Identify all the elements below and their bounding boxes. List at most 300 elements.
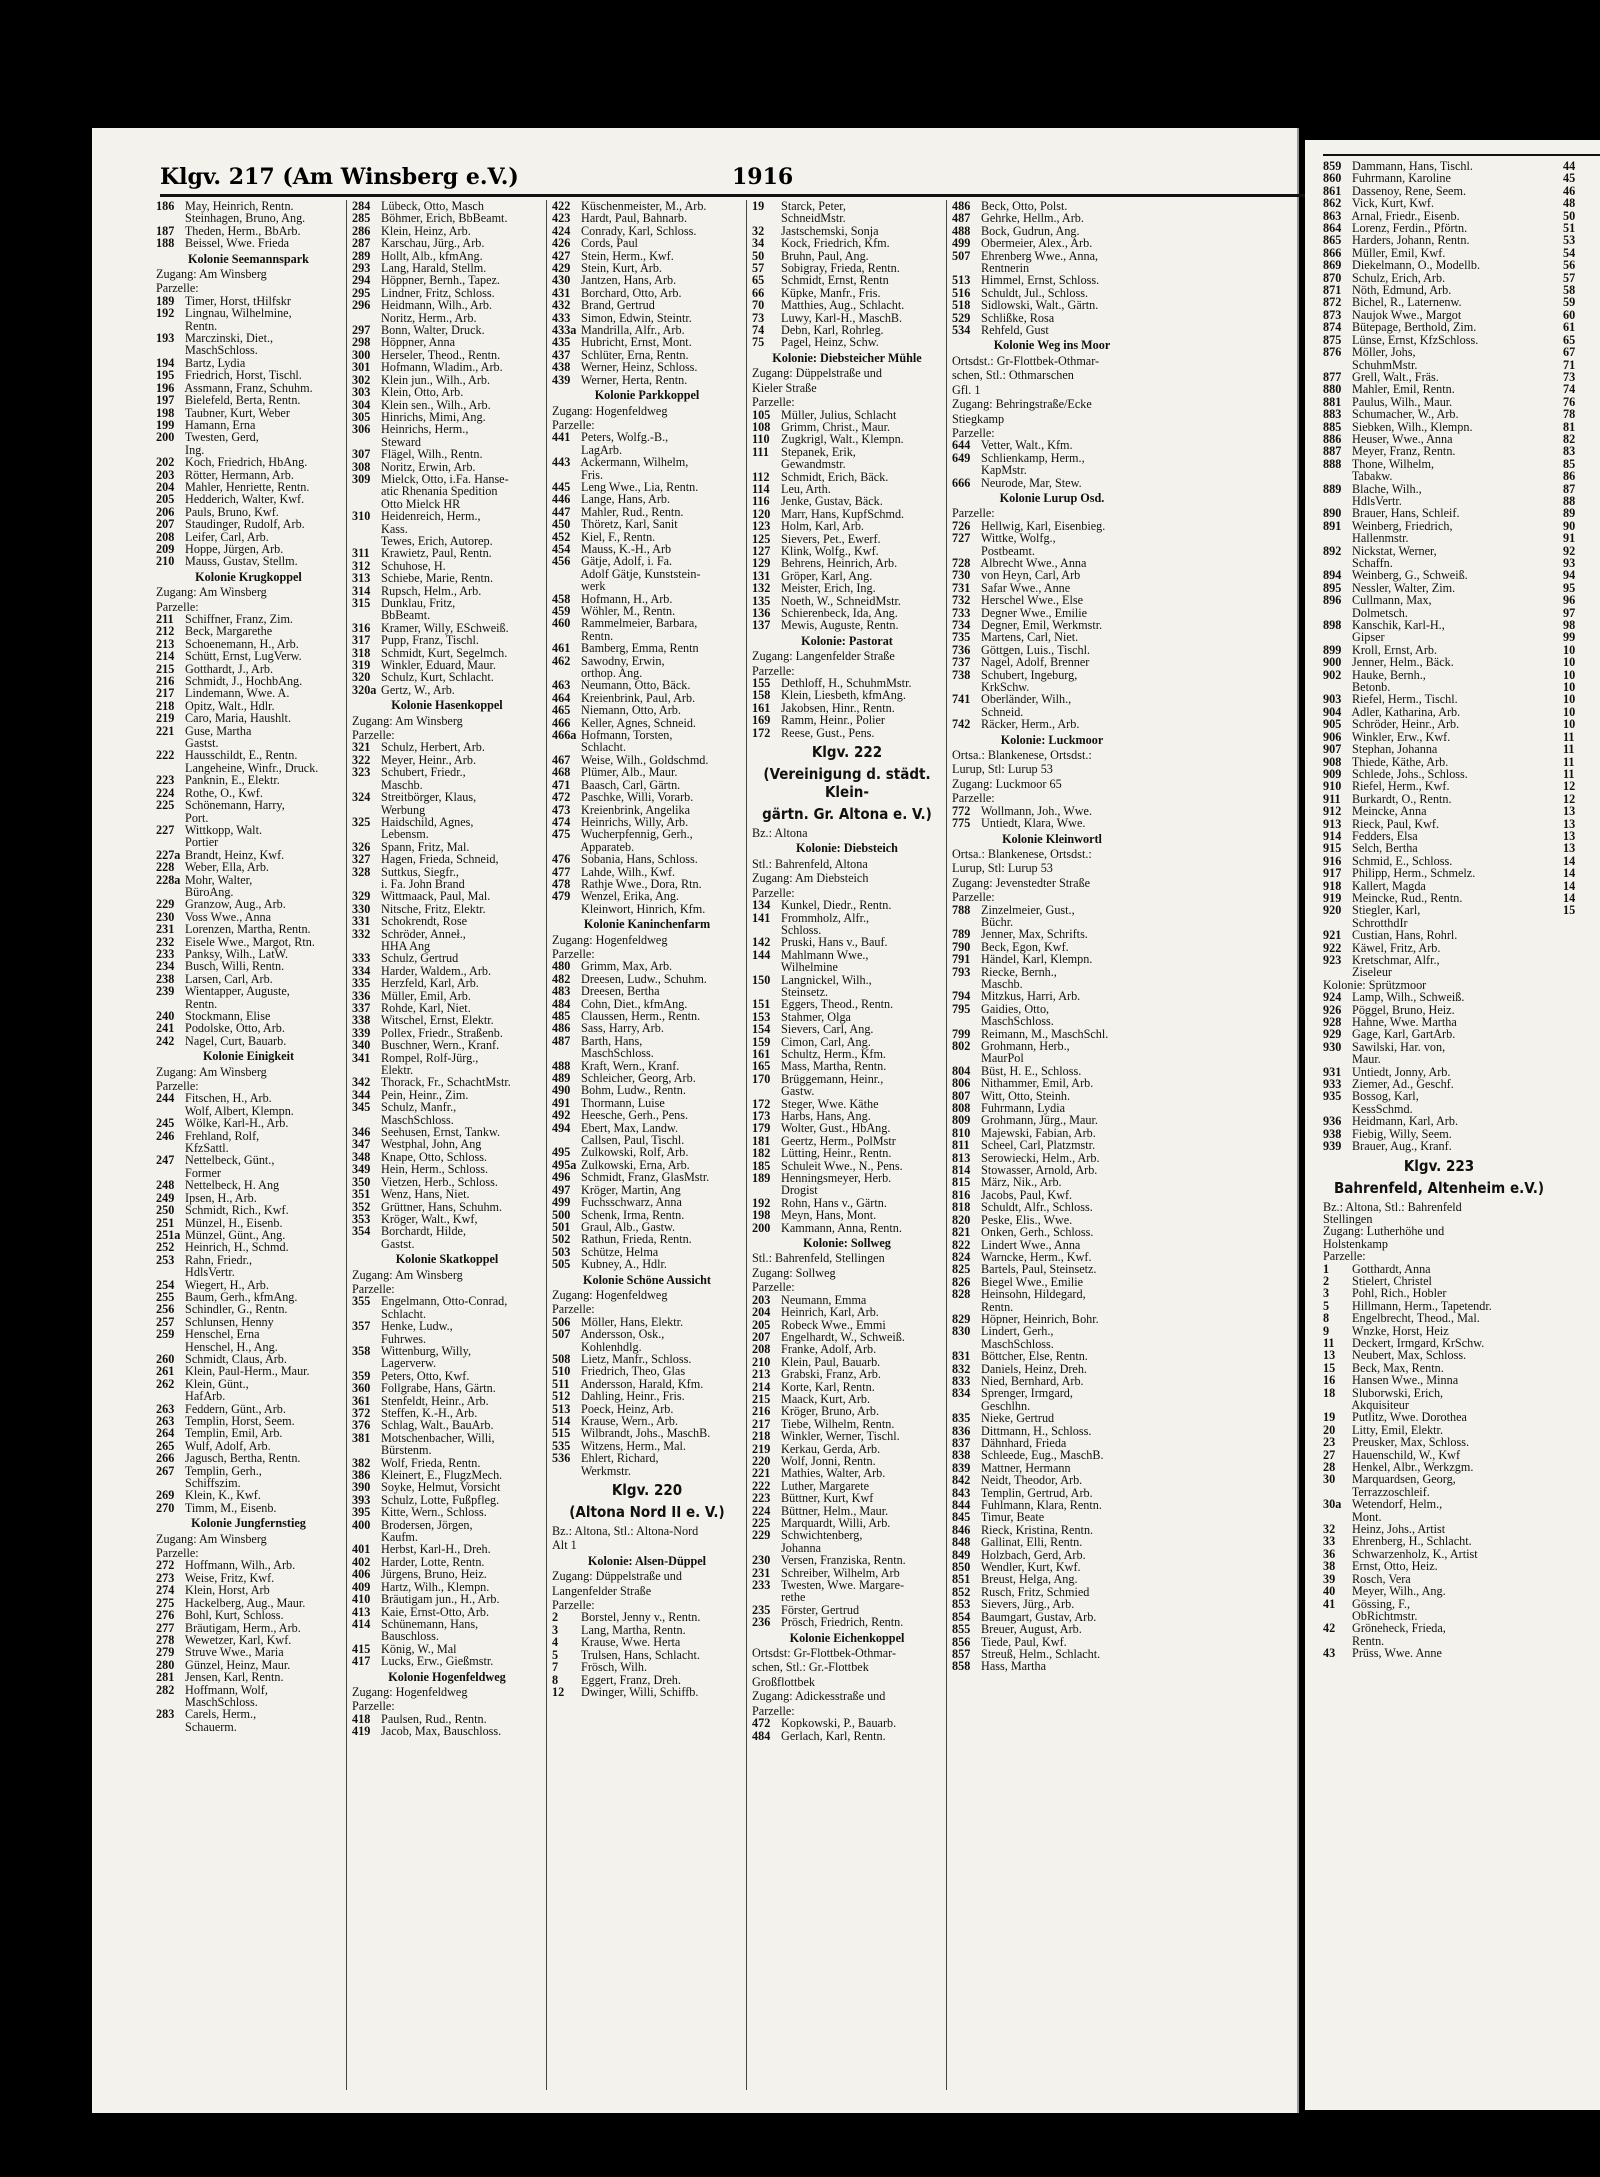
column-3 [552,200,742,2090]
tenant-name: Marquardsen, Georg, [1349,1472,1456,1487]
tenant-name: Klein, Paul-Herm., Maur. [182,1364,310,1379]
tenant-name: Schwichtenberg, [778,1528,863,1543]
tenant-name: Meyer, Heinr., Arb. [378,752,477,767]
tenant-name: Onken, Gerh., Schloss. [978,1225,1094,1240]
tenant-name: Kaufm. [378,1530,418,1545]
parcel-number: 7 [552,1660,559,1675]
parcel-number: 2 [552,1610,559,1625]
list-item [1563,569,1600,581]
parcel-number: 926 [1323,1002,1342,1017]
parcel-number: 460 [552,616,571,631]
tenant-name: Baumgart, Gustav, Arb. [978,1609,1097,1624]
tenant-name: Langeheine, Winfr., Druck. [182,760,319,775]
tenant-name: Litty, Emil, Elektr. [1349,1422,1443,1437]
info-line: Stiegkamp [952,411,1005,426]
parcel-number: 852 [952,1584,971,1599]
parcel-number: 81 [1563,419,1576,434]
parcel-number: 508 [552,1351,571,1366]
tenant-name: Schlienkamp, Herm., [978,450,1085,465]
parcel-number: 430 [552,273,571,288]
list-item [552,1258,742,1270]
parcel-number: 386 [352,1468,371,1483]
tenant-name: Timer, Horst, tHilfskr [182,293,291,308]
parcel-number: 644 [952,438,971,453]
parcel-number: 123 [752,519,771,534]
tenant-name: Rosch, Vera [1349,1571,1411,1586]
parcel-number: 253 [156,1252,175,1267]
tenant-name: Stein, Kurt, Arb. [578,261,662,276]
tenant-name: Jastschemski, Sonja [778,223,879,238]
tenant-name: MaschSchloss. [182,1694,258,1709]
parcel-number: 327 [352,852,371,867]
parcel-number: 207 [752,1329,771,1344]
tenant-name: Herschel Wwe., Else [978,593,1084,608]
list-item [552,903,742,915]
tenant-name: Peters, Wolfg.-B., [578,430,669,445]
tenant-name: Käwel, Fritz, Arb. [1349,940,1441,955]
parcel-number: 820 [952,1212,971,1227]
page-header [160,158,1325,197]
tenant-name: Rehfeld, Gust [978,323,1049,338]
tenant-name: Scheel, Carl, Platzmstr. [978,1138,1096,1153]
tenant-name: Mewis, Auguste, Rentn. [778,618,899,633]
info-line: Zugang: Am Winsberg [156,1064,267,1079]
parcel-number: 874 [1323,320,1342,335]
right-page [1305,140,1600,2110]
tenant-name: Stowasser, Arnold, Arb. [978,1163,1098,1178]
tenant-name: Schütt, Ernst, LugVerw. [182,649,302,664]
parcel-number: 808 [952,1101,971,1116]
parcel-number: 73 [1563,369,1576,384]
parcel-number: 485 [552,1009,571,1023]
tenant-name: Wenz, Hans, Niet. [378,1187,470,1202]
parcel-number: 129 [752,556,771,571]
parcel-number: 245 [156,1116,175,1131]
parcel-number: 125 [752,531,771,546]
parcel-number: 507 [552,1327,571,1342]
parcel-number: 86 [1563,469,1576,484]
tenant-name: Rötter, Hermann, Arb. [182,467,294,482]
parcel-number: 484 [752,1728,771,1743]
parcel-number: 480 [552,959,571,974]
parcel-number: 267 [156,1463,175,1478]
colony-heading: Kolonie: Diebsteich [796,841,898,856]
parcel-number: 775 [952,816,971,831]
parcel-number: 1 [1323,1261,1330,1276]
tenant-name: Dethloff, H., SchuhmMstr. [778,676,912,691]
info-line: Zugang: Düppelstraße und [752,366,882,381]
parcel-number: 269 [156,1488,175,1503]
parcel-number: 216 [752,1404,771,1419]
parcel-number: 73 [752,310,765,325]
tenant-name: Daniels, Heinz, Dreh. [978,1361,1087,1376]
parcel-number: 94 [1563,568,1576,583]
info-line: Lurup, Stl: Lurup 53 [952,762,1053,777]
parcel-number: 315 [352,596,371,610]
tenant-name: Kopkowski, P., Bauarb. [778,1716,897,1731]
tenant-name: Wittkopp, Walt. [182,822,263,837]
tenant-name: Westphal, John, Ang [378,1137,482,1152]
tenant-name: Streuß, Helm., Schlacht. [978,1646,1101,1661]
parcel-number: 70 [752,298,765,313]
info-line: Zugang: Hogenfeldweg [552,932,668,947]
tenant-name: Steger, Wwe. Käthe [778,1096,879,1111]
tenant-name: Heinrichs, Willy, Arb. [578,814,689,829]
tenant-name: Müller, Julius, Schlacht [778,407,897,422]
parcel-number: 486 [952,200,971,213]
parcel-number: 802 [952,1039,971,1053]
tenant-name: Frehland, Rolf, [182,1128,260,1143]
tenant-name: Schlunsen, Henny [182,1314,274,1329]
tenant-name: Untiedt, Jonny, Arb. [1349,1064,1451,1079]
tenant-name: SchuhmMstr. [1349,357,1418,372]
parcel-number: 328 [352,864,371,879]
tenant-name: Feddern, Günt., Arb. [182,1401,286,1416]
parcel-number: 913 [1323,816,1342,831]
list-item [1563,383,1600,395]
parcel-number: 45 [1563,171,1576,186]
tenant-name: Lang, Harald, Stellm. [378,261,487,276]
parcel-number: 863 [1323,208,1342,223]
tenant-name: Engelmann, Otto-Conrad, [378,1294,508,1309]
parcel-number: 462 [552,653,571,668]
tenant-name: Templin, Emil, Arb. [182,1426,283,1441]
parcel-number: 818 [952,1200,971,1215]
tenant-name: Graul, Alb., Gastw. [578,1219,676,1234]
tenant-name: Andersson, Harald, Kfm. [578,1376,704,1391]
list-item [1563,234,1600,246]
tenant-name: Cimon, Carl, Ang. [778,1034,871,1049]
tenant-name: Obermeier, Alex., Arb. [978,236,1093,251]
tenant-name: Hofmann, H., Arb. [578,591,673,606]
parcel-number: 203 [752,1292,771,1307]
tenant-name: Böhmer, Erich, BbBeamt. [378,211,508,226]
tenant-name: Herzfeld, Karl, Arb. [378,976,479,991]
list-item [1563,532,1600,544]
right-column-1 [1323,160,1555,1660]
parcel-number: 832 [952,1361,971,1376]
tenant-name: Thiede, Käthe, Arb. [1349,754,1449,769]
tenant-name: Wolf, Frieda, Rentn. [378,1455,481,1470]
parcel-number: 495 [552,1145,571,1160]
tenant-name: Lahde, Wilh., Kwf. [578,864,676,879]
tenant-name: Reimann, M., MaschSchl. [978,1026,1109,1041]
parcel-number: 341 [352,1050,371,1065]
tenant-name: Behrens, Heinrich, Arb. [778,556,898,571]
parcel-number: 914 [1323,828,1342,843]
tenant-name: Bielefeld, Berta, Rentn. [182,393,301,408]
parcel-number: 828 [952,1287,971,1302]
info-line: Parzelle: [552,417,595,432]
parcel-number: 200 [752,1220,771,1235]
tenant-name: Nettelbeck, H. Ang [182,1178,280,1193]
parcel-number: 506 [552,1314,571,1329]
tenant-name: Thöretz, Karl, Sanit [578,517,678,532]
tenant-name: Deckert, Irmgard, KrSchw. [1349,1335,1485,1350]
tenant-name: Steinsetz. [778,984,829,999]
tenant-name: Lindert Wwe., Anna [978,1237,1081,1252]
info-line: Zugang: Jevenstedter Straße [952,875,1091,890]
parcel-number: 210 [752,1354,771,1369]
tenant-name: KessSchmd. [1349,1101,1413,1116]
tenant-name: Sobania, Hans, Schloss. [578,852,698,867]
tenant-name: Lebensm. [378,827,429,842]
parcel-number: 850 [952,1560,971,1575]
tenant-name: Dittmann, H., Schloss. [978,1423,1092,1438]
tenant-name: Schmidt, Franz, GlasMstr. [578,1170,710,1185]
tenant-name: Ackermann, Wilhelm, [578,455,689,470]
parcel-number: 169 [752,713,771,728]
parcel-number: 726 [952,518,971,533]
tenant-name: Naujok Wwe., Margot [1349,307,1462,322]
tenant-name: Schmid, E., Schloss. [1349,853,1453,868]
tenant-name: Buschner, Wern., Kranf. [378,1038,500,1053]
list-item [1563,321,1600,333]
info-line: Alt 1 [552,1538,577,1553]
parcel-number: 192 [156,306,175,321]
tenant-name: Busch, Willi, Rentn. [182,959,285,974]
parcel-number: 161 [752,700,771,715]
tenant-name: Peters, Otto, Kwf. [378,1368,470,1383]
parcel-number: 886 [1323,431,1342,446]
tenant-name: Majewski, Fabian, Arb. [978,1125,1096,1140]
info-line: Bz.: Altona, Stl.: Altona-Nord [552,1524,699,1539]
tenant-name: Rahn, Friedr., [182,1252,253,1267]
parcel-number: 855 [952,1622,971,1637]
parcel-number: 849 [952,1547,971,1562]
parcel-number: 413 [352,1604,371,1619]
parcel-number: 857 [952,1646,971,1661]
tenant-name: Werbung [378,802,426,817]
parcel-number: 34 [752,236,765,251]
tenant-name: Grimm, Max, Arb. [578,959,673,974]
parcel-number: 347 [352,1137,371,1152]
parcel-number: 229 [156,897,175,912]
parcel-number: 298 [352,335,371,350]
parcel-number: 329 [352,889,371,904]
tenant-name: BüroAng. [182,884,234,899]
parcel-number: 151 [752,997,771,1012]
tenant-name: Büchr. [978,914,1014,929]
parcel-number: 263 [156,1414,175,1428]
tenant-name: Preusker, Max, Schloss. [1349,1435,1470,1450]
tenant-name: Stepanek, Erik, [778,444,856,459]
tenant-name: Lindemann, Wwe. A. [182,686,290,701]
parcel-number: 908 [1323,754,1342,769]
tenant-name: Nieke, Gertrud [978,1411,1055,1426]
tenant-name: Dreesen, Bertha [578,984,660,999]
parcel-number: 815 [952,1175,971,1190]
tenant-name: Förster, Gertrud [778,1602,860,1617]
parcel-number: 305 [352,409,371,424]
info-line: schen, Stl.: Gr.-Flottbek [752,1660,869,1675]
tenant-name: Himmel, Ernst, Schloss. [978,273,1100,288]
parcel-number: 816 [952,1187,971,1202]
tenant-name: Wolf, Albert, Klempn. [182,1103,294,1118]
parcel-number: 209 [156,541,175,556]
tenant-name: Pruski, Hans v., Bauf. [778,935,888,950]
parcel-number: 33 [1323,1534,1336,1549]
tenant-name: Hollt, Alb., kfmAng. [378,248,483,263]
parcel-number: 236 [752,1615,771,1630]
tenant-name: Kitte, Wern., Schloss. [378,1505,487,1520]
parcel-number: 300 [352,347,371,362]
tenant-name: Suttkus, Siegfr., [378,864,459,879]
tenant-name: Hedderich, Walter, Kwf. [182,492,305,507]
tenant-name: Akquisiteur [1349,1398,1409,1412]
tenant-name: Hallenmstr. [1349,531,1409,546]
tenant-name: Werner, Herta, Rentn. [578,372,688,387]
parcel-number: 293 [352,261,371,276]
list-item [552,1686,742,1698]
tenant-name: Gröper, Karl, Ang. [778,568,873,583]
tenant-name: Jacobs, Paul, Kwf. [978,1187,1073,1202]
parcel-number: 376 [352,1418,371,1433]
parcel-number: 887 [1323,444,1342,459]
tenant-name: Motschenbacher, Willi, [378,1430,495,1445]
list-item [1563,197,1600,209]
parcel-number: 242 [156,1033,175,1048]
tenant-name: Jürgens, Bruno, Heiz. [378,1567,487,1582]
parcel-number: 461 [552,641,571,656]
parcel-number: 50 [1563,208,1576,223]
parcel-number: 319 [352,658,371,673]
parcel-number: 282 [156,1682,175,1697]
tenant-name: Schmidt, Ernst, Rentn [778,273,889,288]
parcel-number: 831 [952,1349,971,1364]
tenant-name: Bräutigam, Herm., Arb. [182,1620,301,1635]
parcel-number: 860 [1323,171,1342,186]
parcel-number: 437 [552,347,571,362]
tenant-name: Pollex, Friedr., Straßenb. [378,1025,503,1040]
tenant-name: Hauke, Bernh., [1349,667,1426,682]
parcel-number: 491 [552,1095,571,1110]
tenant-name: HafArb. [182,1389,226,1404]
parcel-number: 65 [1563,332,1576,347]
tenant-name: Gastst. [182,736,219,751]
parcel-number: 418 [352,1711,371,1726]
tenant-name: Sidlowski, Walt., Gärtn. [978,298,1099,313]
tenant-name: Lamp, Wilh., Schweiß. [1349,990,1465,1005]
tenant-name: Fitschen, H., Arb. [182,1091,272,1106]
info-line: Parzelle: [752,885,795,900]
parcel-number: 39 [1323,1571,1336,1586]
tenant-name: Gerlach, Karl, Rentn. [778,1728,886,1743]
tenant-name: Hahne, Wwe. Martha [1349,1015,1457,1030]
parcel-number: 74 [752,323,765,338]
parcel-number: 91 [1563,531,1576,546]
tenant-name: Frommholz, Alfr., [778,910,870,925]
tenant-name: Harders, Johann, Rentn. [1349,233,1470,248]
tenant-name: Nickstat, Werner, [1349,543,1437,558]
tenant-name: Haidschild, Agnes, [378,814,474,829]
parcel-number: 232 [156,934,175,949]
parcel-number: 472 [552,790,571,805]
colony-heading: Kolonie Hasenkoppel [391,698,503,713]
info-line: Parzelle: [752,1280,795,1295]
tenant-name: Ipsen, H., Arb. [182,1190,257,1205]
tenant-name: Sobigray, Frieda, Rentn. [778,261,900,276]
parcel-number: 476 [552,852,571,867]
tenant-name: Rentnerin [978,261,1030,276]
tenant-name: Höpner, Heinrich, Bohr. [978,1311,1099,1326]
parcel-number: 414 [352,1616,371,1631]
parcel-number: 19 [752,200,765,213]
parcel-number: 50 [752,248,765,263]
tenant-name: Conrady, Karl, Schloss. [578,223,697,238]
info-line: Zugang: Düppelstraße und [552,1569,682,1584]
parcel-number: 325 [352,814,371,829]
parcel-number: 189 [156,293,175,308]
tenant-name: Knape, Otto, Schloss. [378,1149,488,1164]
parcel-number: 881 [1323,394,1342,409]
tenant-name: Kröger, Walt., Kwf, [378,1211,478,1226]
tenant-name: Theden, Herm., BbArb. [182,223,301,238]
parcel-number: 202 [156,455,175,470]
tenant-name: Thorack, Fr., SchachtMstr. [378,1075,511,1090]
tenant-name: Mahler, Rud., Rentn. [578,504,684,519]
colony-heading: Kolonie Skatkoppel [395,1252,499,1267]
tenant-name: Nitsche, Fritz, Elektr. [378,901,486,916]
parcel-number: 935 [1323,1089,1342,1104]
tenant-name: Gipser [1349,630,1385,645]
parcel-number: 486 [552,1021,571,1036]
tenant-name: Hauenschild, W., Kwf [1349,1447,1461,1462]
tenant-name: Harbs, Hans, Ang. [778,1109,871,1123]
tenant-name: Bossog, Karl, [1349,1089,1419,1104]
colony-heading: Kolonie: Sprützmoor [1323,977,1427,992]
tenant-name: Möller, Johs, [1349,345,1416,360]
list-item [1563,656,1600,668]
parcel-number: 16 [1323,1373,1336,1388]
parcel-number: 464 [552,690,571,705]
parcel-number: 231 [752,1565,771,1580]
parcel-number: 295 [352,285,371,300]
tenant-name: Barth, Hans, [578,1033,643,1048]
tenant-name: Dolmetsch. [1349,605,1408,620]
tenant-name: Sawilski, Har. von, [1349,1039,1446,1054]
tenant-name: Schulz, Kurt, Schlacht. [378,670,494,685]
tenant-name: Jensen, Karl, Rentn. [182,1670,284,1685]
tenant-name: HdlsVertr. [1349,493,1402,508]
parcel-number: 159 [752,1034,771,1049]
tenant-name: Schröder, Anneł., [378,926,466,941]
colony-heading: Kolonie Schöne Aussicht [583,1272,711,1287]
parcel-number: 336 [352,988,371,1003]
tenant-name: Karschau, Jürg., Arb. [378,236,485,251]
tenant-name: Lagerverw. [378,1356,437,1371]
tenant-name: Gotthardt, Anna [1349,1261,1431,1276]
tenant-name: Heinsohn, Hildegard, [978,1287,1086,1302]
association-title: Bahrenfeld, Altenheim e.V.) [1333,1178,1545,1197]
parcel-number: 454 [552,541,571,556]
info-line: Parzelle: [752,663,795,678]
parcel-number: 834 [952,1386,971,1401]
tenant-name: Jagusch, Bertha, Rentn. [182,1451,301,1466]
tenant-name: Wilhelmine [778,960,838,975]
parcel-number: 921 [1323,928,1342,943]
tenant-name: Drogist [778,1183,818,1198]
tenant-name: Cords, Paul [578,236,638,251]
tenant-name: Schlede, Johs., Schloss. [1349,766,1468,781]
tenant-name: Marquardt, Willi, Arb. [778,1516,891,1530]
tenant-name: Rentn. [182,996,218,1011]
tenant-name: Sawodny, Erwin, [578,653,665,668]
tenant-name: Holzbach, Gerd, Arb. [978,1547,1086,1562]
tenant-name: Gätje, Adolf, i. Fa. [578,554,673,569]
parcel-number: 321 [352,740,371,755]
tenant-name: Münzel, Günt., Ang. [182,1227,286,1242]
